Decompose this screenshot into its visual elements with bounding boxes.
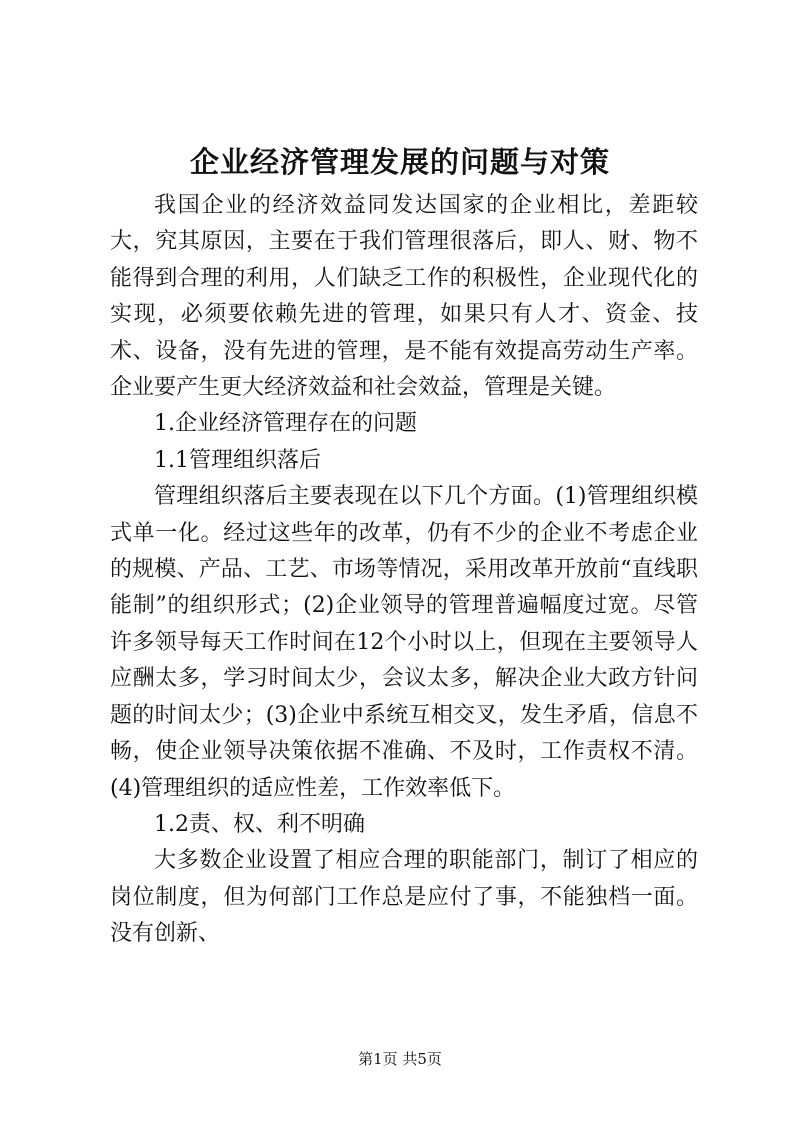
paragraph-1-2: 大多数企业设置了相应合理的职能部门，制订了相应的岗位制度，但为何部门工作总是应付了事，不能独档一面。没有创新、 [110, 848, 698, 947]
paragraph-1-1: 管理组织落后主要表现在以下几个方面。(1)管理组织模式单一化。经过这些年的改革，仍有不少的企业不考虑企业的规模、产品、工艺、市场等情况，采用改革开放前“直线职能制”的组织形式；(2)企业领导的管理普遍幅度过宽。尽管许多领导每天工作时间在12个小时以上，但现在主要领导人应酬太多，学习时间太少，会议太多，解决企业大政方针问题的时间太少；(3)企业中系统互相交叉，发生矛盾，信息不畅，使企业领导决策依据不准确、不及时，工作责权不清。(4)管理组织的适应性差，工作效率低下。 [110, 484, 698, 801]
page-footer: 第1页 共5页 [358, 1050, 442, 1068]
document-title: 企业经济管理发展的问题与对策 [189, 145, 610, 179]
intro-paragraph: 我国企业的经济效益同发达国家的企业相比，差距较大，究其原因，主要在于我们管理很落后，即人、财、物不能得到合理的利用，人们缺乏工作的积极性，企业现代化的实现，必须要依赖先进的管理，如果只有人才、资金、技术、设备，没有先进的管理，是不能有效提高劳动生产率。企业要产生更大经济效益和社会效益，管理是关键。 [110, 193, 698, 401]
subsection-heading-1-1: 1.1管理组织落后 [154, 447, 321, 473]
subsection-heading-1-2: 1.2责、权、利不明确 [154, 811, 365, 837]
document-body [110, 188, 698, 953]
section-heading-1: 1.企业经济管理存在的问题 [154, 411, 417, 437]
